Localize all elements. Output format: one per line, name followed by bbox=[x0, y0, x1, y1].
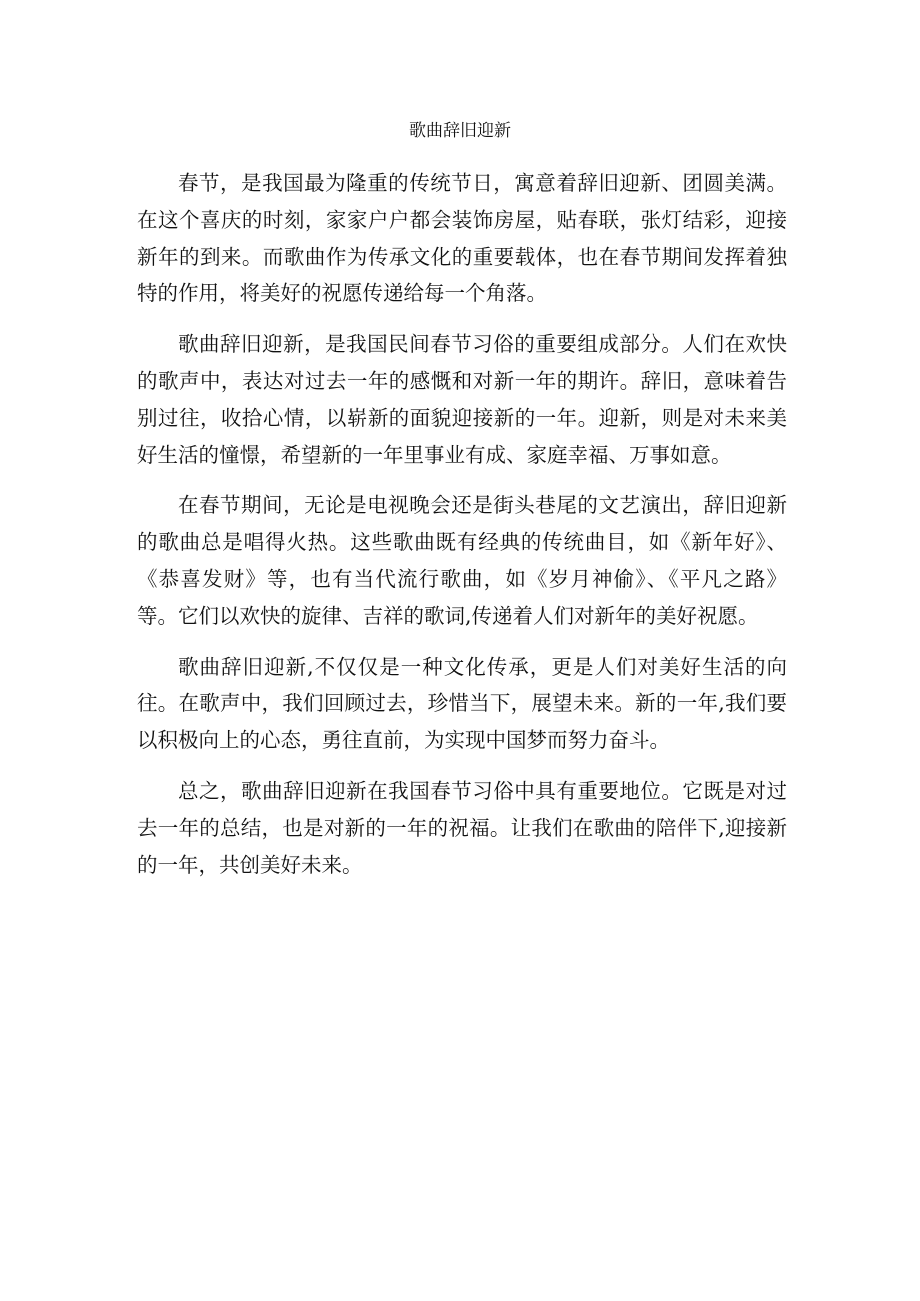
document-body bbox=[137, 165, 787, 897]
document-title: 歌曲辞旧迎新 bbox=[409, 121, 511, 141]
paragraph-5: 总之，歌曲辞旧迎新在我国春节习俗中具有重要地位。它既是对过去一年的总结，也是对新的一年的祝福。让我们在歌曲的陪伴下,迎接新的一年，共创美好未来。 bbox=[137, 778, 787, 877]
paragraph-3: 在春节期间，无论是电视晚会还是街头巷尾的文艺演出，辞旧迎新的歌曲总是唱得火热。这些歌曲既有经典的传统曲目，如《新年好》、《恭喜发财》等，也有当代流行歌曲，如《岁月神偷》、《平凡之路》等。它们以欢快的旋律、吉祥的歌词,传递着人们对新年的美好祝愿。 bbox=[137, 493, 787, 628]
paragraph-2: 歌曲辞旧迎新，是我国民间春节习俗的重要组成部分。人们在欢快的歌声中，表达对过去一年的感慨和对新一年的期许。辞旧，意味着告别过往，收拾心情，以崭新的面貌迎接新的一年。迎新，则是对未来美好生活的憧憬，希望新的一年里事业有成、家庭幸福、万事如意。 bbox=[137, 332, 787, 467]
paragraph-1: 春节，是我国最为隆重的传统节日，寓意着辞旧迎新、团圆美满。在这个喜庆的时刻，家家户户都会装饰房屋，贴春联，张灯结彩，迎接新年的到来。而歌曲作为传承文化的重要载体，也在春节期间发挥着独特的作用，将美好的祝愿传递给每一个角落。 bbox=[137, 171, 787, 306]
paragraph-4: 歌曲辞旧迎新,不仅仅是一种文化传承，更是人们对美好生活的向往。在歌声中，我们回顾过去，珍惜当下，展望未来。新的一年,我们要以积极向上的心态，勇往直前，为实现中国梦而努力奋斗。 bbox=[137, 654, 787, 753]
